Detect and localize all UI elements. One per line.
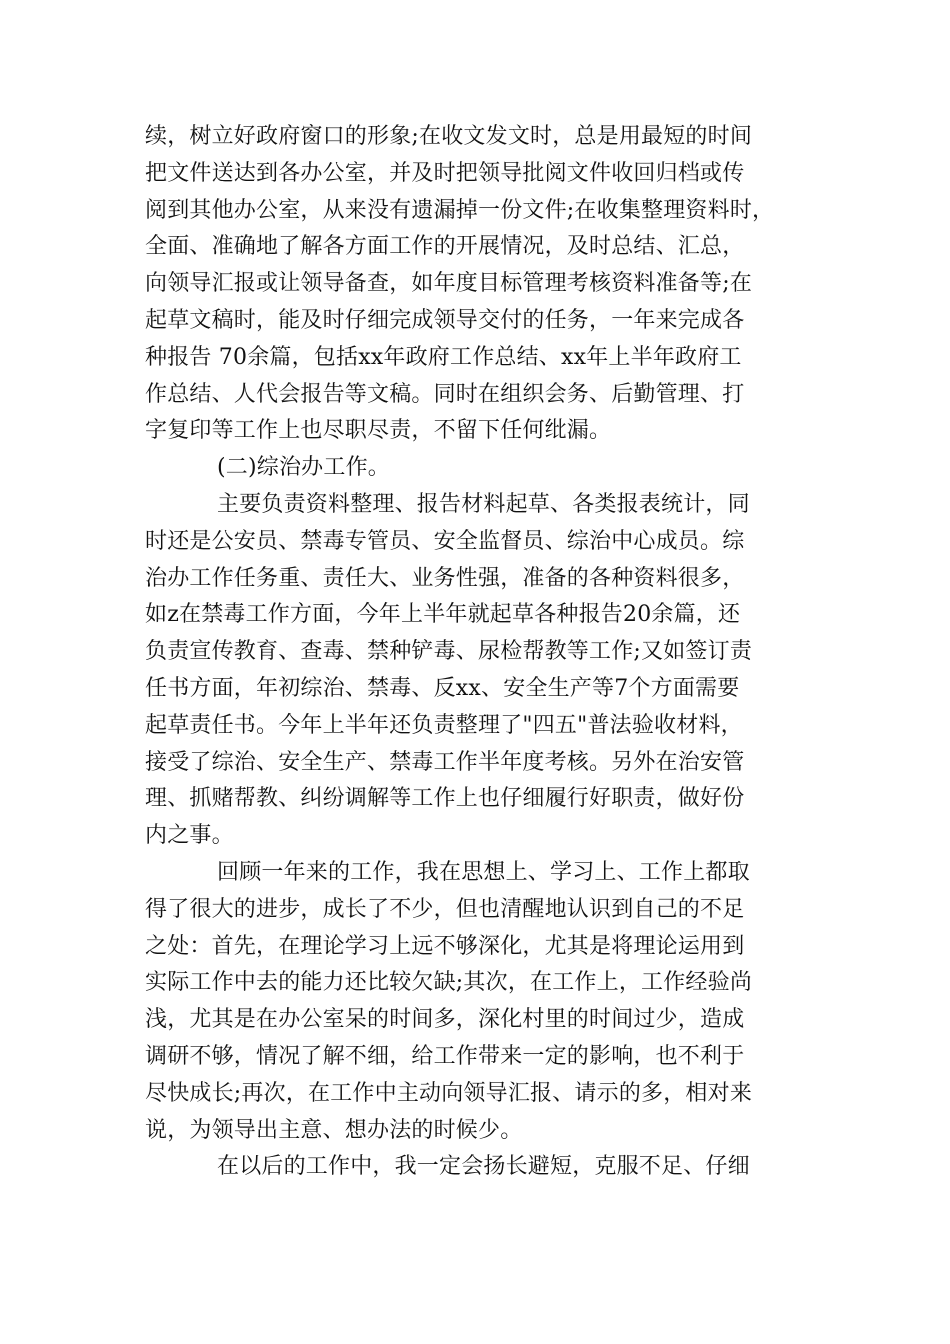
- text-line: 调研不够，情况了解不细，给工作带来一定的影响，也不利于: [145, 1043, 745, 1069]
- text-line: 之处：首先，在理论学习上远不够深化，尤其是将理论运用到: [145, 933, 745, 959]
- text-line: 实际工作中去的能力还比较欠缺;其次，在工作上，工作经验尚: [145, 970, 753, 996]
- text-line: 作总结、人代会报告等文稿。同时在组织会务、后勤管理、打: [145, 381, 745, 407]
- text-line: 尽快成长;再次，在工作中主动向领导汇报、请示的多，相对来: [145, 1080, 753, 1106]
- text-line: 起草文稿时，能及时仔细完成领导交付的任务，一年来完成各: [145, 307, 745, 333]
- text-line: 起草责任书。今年上半年还负责整理了"四五"普法验收材料，: [145, 712, 743, 738]
- text-line: 种报告 70余篇，包括xx年政府工作总结、xx年上半年政府工: [145, 344, 742, 370]
- text-line: 续，树立好政府窗口的形象;在收文发文时，总是用最短的时间: [145, 124, 753, 149]
- text-line: 如z在禁毒工作方面，今年上半年就起草各种报告20余篇，还: [145, 602, 741, 628]
- text-line: 全面、准确地了解各方面工作的开展情况，及时总结、汇总，: [145, 234, 745, 260]
- text-line: 在以后的工作中，我一定会扬长避短，克服不足、仔细: [217, 1154, 750, 1180]
- text-line: 负责宣传教育、查毒、禁种铲毒、尿检帮教等工作;又如签订责: [145, 639, 753, 665]
- text-line: 接受了综治、安全生产、禁毒工作半年度考核。另外在治安管: [145, 749, 745, 775]
- text-line: 向领导汇报或让领导备查，如年度目标管理考核资料准备等;在: [145, 271, 753, 297]
- text-line: 阅到其他办公室，从来没有遗漏掉一份文件;在收集整理资料时，: [145, 197, 775, 223]
- document-body: [145, 119, 817, 1186]
- text-line: 回顾一年来的工作，我在思想上、学习上、工作上都取: [217, 859, 750, 885]
- text-line: 得了很大的进步，成长了不少，但也清醒地认识到自己的不足: [145, 896, 745, 922]
- text-line: 理、抓赌帮教、纠纷调解等工作上也仔细履行好职责，做好份: [145, 786, 745, 812]
- text-line: 把文件送达到各办公室，并及时把领导批阅文件收回归档或传: [145, 160, 745, 186]
- text-line: 任书方面，年初综治、禁毒、反xx、安全生产等7个方面需要: [145, 675, 740, 701]
- text-line: 浅，尤其是在办公室呆的时间多，深化村里的时间过少，造成: [145, 1007, 745, 1033]
- text-line: 时还是公安员、禁毒专管员、安全监督员、综治中心成员。综: [145, 528, 745, 554]
- text-line: 主要负责资料整理、报告材料起草、各类报表统计，同: [217, 491, 750, 517]
- text-line: 字复印等工作上也尽职尽责，不留下任何纰漏。: [145, 418, 612, 444]
- text-line: 说，为领导出主意、想办法的时候少。: [145, 1117, 523, 1143]
- text-line: 内之事。: [145, 823, 234, 849]
- text-line: (二)综治办工作。: [217, 455, 390, 481]
- text-line: 治办工作任务重、责任大、业务性强，准备的各种资料很多，: [145, 565, 745, 591]
